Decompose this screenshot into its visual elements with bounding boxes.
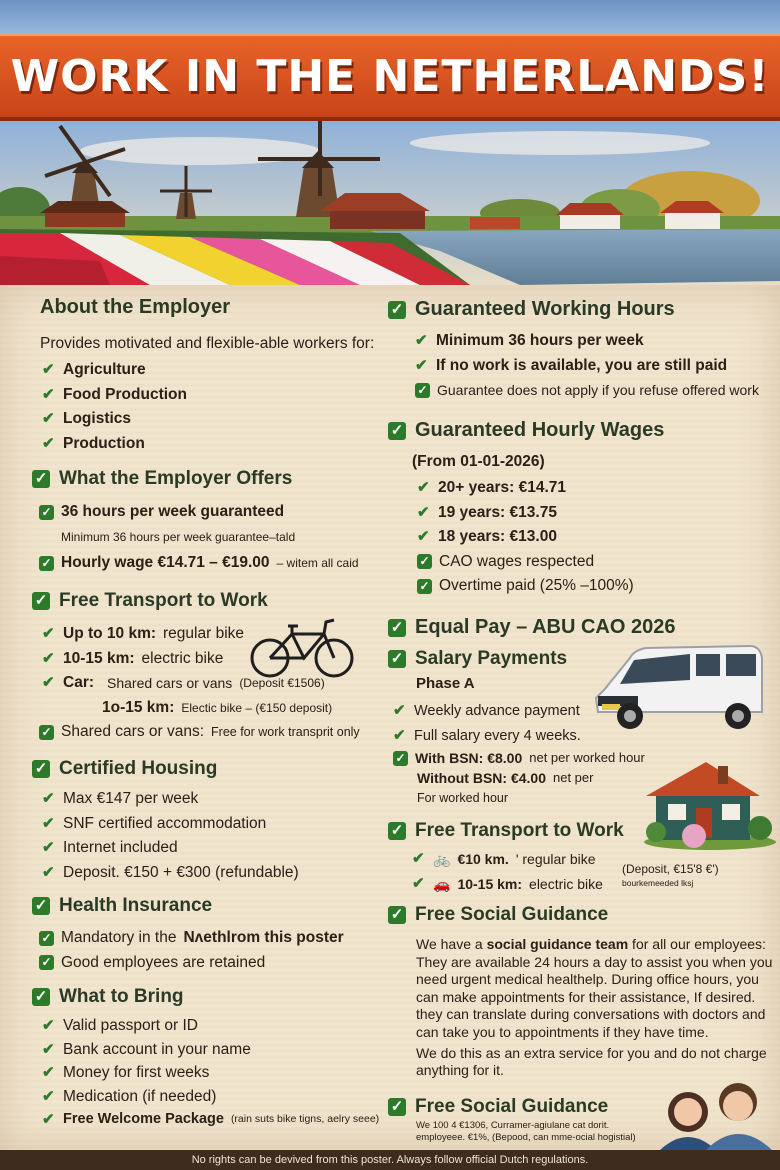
guidance2-line2: employeee. €1%, (Bepood, can mme-ocial hogistial) <box>416 1132 636 1143</box>
housing-heading: Certified Housing <box>59 758 218 779</box>
checkmark-icon: ✔ <box>417 503 430 521</box>
list-item <box>42 1038 379 1062</box>
transport-right-deposit: (Deposit, €15'8 €') <box>622 862 719 876</box>
guidance-text <box>416 936 776 1080</box>
wages-list <box>417 476 634 599</box>
list-item <box>393 788 645 808</box>
transport-right-line2-a: 10-15 km: <box>457 875 523 892</box>
checkmark-icon: ✔ <box>393 726 406 744</box>
checkbox-icon: ✓ <box>388 422 406 440</box>
checkmark-icon: ✔ <box>42 1040 55 1058</box>
guidance2-line1: We 100 4 €1306, Curramer-agiulane cat dorit. <box>416 1120 610 1131</box>
about-employer-heading: About the Employer <box>40 296 231 318</box>
checkbox-icon: ✓ <box>388 301 406 319</box>
about-employer-section <box>40 296 230 319</box>
checkmark-icon: ✔ <box>417 528 430 545</box>
hours-heading: Guaranteed Working Hours <box>415 298 675 320</box>
checkbox-icon: ✓ <box>388 619 406 637</box>
guidance-p1 <box>416 936 776 1006</box>
sector-label: Food Production <box>63 385 187 403</box>
sector-label: Production <box>63 434 145 452</box>
salary-phase-wrap <box>416 672 475 696</box>
housing-heading-row <box>32 758 217 780</box>
list-item <box>42 1108 379 1132</box>
checkbox-icon: ✓ <box>388 822 406 840</box>
small-bike-icon: 🚲 <box>433 851 451 867</box>
list-item <box>42 861 299 886</box>
checkbox-icon: ✓ <box>39 725 54 740</box>
list-item <box>42 1085 379 1109</box>
transport-right-line1-a: €10 km. <box>457 851 509 867</box>
list-item <box>42 696 360 721</box>
insurance-line2: Good employees are retained <box>61 953 266 971</box>
checkmark-icon: ✔ <box>42 1087 55 1105</box>
about-intro-wrap <box>40 332 374 356</box>
list-item <box>39 926 344 951</box>
car-value: Shared cars or vans <box>107 675 233 691</box>
guidance2-heading-row <box>388 1096 608 1118</box>
insurance-heading: Health Insurance <box>59 895 213 916</box>
checkmark-icon: ✔ <box>42 649 55 667</box>
wages-heading-row <box>388 419 664 442</box>
checkbox-icon: ✓ <box>388 1098 406 1116</box>
offers-section <box>32 468 292 490</box>
wages-section <box>388 419 664 442</box>
bring-item: Bank account in your name <box>63 1040 251 1058</box>
checkmark-icon: ✔ <box>42 1064 55 1081</box>
guidance-heading-row <box>388 904 608 926</box>
welcome-package-note: (rain suts bike tigns, aelry seee) <box>230 1113 380 1125</box>
checkmark-icon: ✔ <box>42 434 55 452</box>
guidance-p1-b: social guidance team <box>486 936 629 952</box>
house-icon <box>640 756 776 852</box>
list-item <box>39 525 359 550</box>
bring-item: Medication (if needed) <box>63 1087 217 1105</box>
checkbox-icon: ✓ <box>32 592 50 610</box>
wage-rate: 20+ years: €14.71 <box>438 479 566 496</box>
shared-value: Free for work transprit only <box>211 725 360 739</box>
bicycle-icon <box>248 614 358 680</box>
offers-heading-row <box>32 468 292 490</box>
housing-item: Internet included <box>63 839 178 856</box>
checkmark-icon: ✔ <box>42 410 55 427</box>
bsn-a-rest: net per worked hour <box>529 750 645 765</box>
offer-wage-note: – witem all caid <box>276 556 359 570</box>
checkmark-icon: ✔ <box>393 702 406 719</box>
housing-item: Deposit. €150 + €300 (refundable) <box>63 863 299 881</box>
list-item <box>415 354 759 379</box>
sector-label: Logistics <box>63 410 132 427</box>
hours-line1: Minimum 36 hours per week <box>436 332 644 349</box>
transport-right-line2-b: electric bike <box>529 875 603 892</box>
bsn-b-cont: For worked hour <box>417 791 509 805</box>
insurance-line1-a: Mandatory in the <box>61 929 177 946</box>
wage-overtime: Overtime paid (25% –100%) <box>439 577 634 594</box>
bike-label: Up to 10 km: <box>63 625 157 642</box>
list-item <box>42 1061 379 1085</box>
checkbox-icon: ✓ <box>32 897 50 915</box>
car-label: Car: <box>63 674 95 691</box>
wages-heading: Guaranteed Hourly Wages <box>415 419 665 441</box>
ebike-value: electric bike <box>141 649 224 667</box>
checkbox-icon: ✓ <box>32 470 50 488</box>
sector-label: Agriculture <box>63 361 146 378</box>
salary-line2: Full salary every 4 weeks. <box>414 727 581 744</box>
offers-heading: What the Employer Offers <box>59 468 293 489</box>
list-item <box>42 787 299 812</box>
equal-pay-heading: Equal Pay – ABU CAO 2026 <box>415 616 676 638</box>
hours-line3: Guarantee does not apply if you refuse offered work <box>437 382 759 398</box>
bring-section <box>32 986 184 1008</box>
bring-item: Valid passport or ID <box>63 1017 198 1034</box>
equal-pay-section <box>388 616 675 639</box>
sub-label: 1o-15 km: <box>102 698 175 716</box>
offers-list <box>39 500 359 576</box>
list-item <box>417 476 634 501</box>
insurance-list <box>39 926 344 975</box>
transport-right-deposit-wrap <box>622 862 719 889</box>
hours-line2: If no work is available, you are still paid <box>436 356 728 374</box>
van-icon <box>590 640 765 736</box>
list-item <box>42 836 299 861</box>
checkmark-icon: ✔ <box>42 790 55 807</box>
salary-section <box>388 648 567 670</box>
checkbox-icon: ✓ <box>417 579 432 594</box>
wage-rate: 19 years: €13.75 <box>438 503 557 521</box>
list-item <box>415 378 759 403</box>
list-item <box>42 383 187 408</box>
transport-right-list <box>412 847 603 896</box>
transport-left-heading-row <box>32 590 268 612</box>
list-item <box>417 550 634 575</box>
checkbox-icon: ✓ <box>415 383 430 398</box>
checkmark-icon: ✔ <box>415 332 428 349</box>
transport-left-section <box>32 590 268 612</box>
list-item <box>42 1014 379 1038</box>
checkbox-icon: ✓ <box>39 556 54 571</box>
checkmark-icon: ✔ <box>42 1017 55 1034</box>
footer-disclaimer: No rights can be devived from this poster. Always follow official Dutch regulations. <box>0 1150 780 1170</box>
housing-item: Max €147 per week <box>63 790 199 807</box>
wages-from-wrap <box>412 450 545 474</box>
checkmark-icon: ✔ <box>412 874 425 892</box>
guidance-heading: Free Social Guidance <box>415 904 609 925</box>
list-item <box>39 951 344 976</box>
checkbox-icon: ✓ <box>32 760 50 778</box>
salary-heading: Salary Payments <box>415 648 568 669</box>
checkmark-icon: ✔ <box>415 356 428 374</box>
ebike-label: 10-15 km: <box>63 649 135 667</box>
housing-list <box>42 787 299 885</box>
list-item <box>412 872 603 897</box>
about-intro: Provides motivated and flexible-able workers for: <box>40 335 375 352</box>
equal-pay-heading-row <box>388 616 675 639</box>
checkmark-icon: ✔ <box>42 1111 55 1128</box>
list-item <box>417 501 634 526</box>
sub-value: Electic bike – (€150 deposit) <box>181 700 333 715</box>
offer-hours: 36 hours per week guaranteed <box>61 503 285 520</box>
checkbox-icon: ✓ <box>388 650 406 668</box>
offer-hours-note: Minimum 36 hours per week guarantee–tald <box>61 529 296 544</box>
list-item <box>42 812 299 837</box>
bike-value: regular bike <box>163 625 245 642</box>
list-item <box>393 768 645 788</box>
salary-line1: Weekly advance payment <box>414 703 580 719</box>
insurance-heading-row <box>32 895 212 917</box>
hours-section <box>388 298 675 321</box>
checkmark-icon: ✔ <box>417 479 430 496</box>
checkmark-icon: ✔ <box>42 361 55 378</box>
transport-left-heading: Free Transport to Work <box>59 590 268 611</box>
list-item <box>42 358 187 383</box>
bring-heading: What to Bring <box>59 986 184 1007</box>
staff-avatars <box>654 1078 776 1150</box>
checkbox-icon: ✓ <box>393 751 408 766</box>
windmill-landscape <box>0 121 780 285</box>
transport-right-line1-b: ' regular bike <box>515 851 596 867</box>
housing-item: SNF certified accommodation <box>63 814 267 832</box>
guidance2-section <box>388 1096 608 1118</box>
checkbox-icon: ✓ <box>388 906 406 924</box>
checkbox-icon: ✓ <box>417 554 432 569</box>
list-item <box>42 432 187 457</box>
guidance-p2: they can translate during conversations with doctors and can take you to appointments if they have time. <box>416 1006 766 1040</box>
checkmark-icon: ✔ <box>42 814 55 832</box>
title-banner <box>0 33 780 121</box>
checkmark-icon: ✔ <box>412 850 425 867</box>
list-item <box>415 329 759 354</box>
bring-heading-row <box>32 986 184 1008</box>
guidance2-heading: Free Social Guidance <box>415 1096 609 1117</box>
list-item <box>417 574 634 599</box>
shared-label: Shared cars or vans: <box>61 723 205 740</box>
bring-item: Money for first weeks <box>63 1064 210 1081</box>
list-item <box>39 720 360 745</box>
checkmark-icon: ✔ <box>42 625 55 642</box>
hours-list <box>415 329 759 403</box>
salary-phase: Phase A <box>416 675 475 692</box>
checkbox-icon: ✓ <box>39 955 54 970</box>
bsn-b: Without BSN: €4.00 <box>417 770 546 786</box>
list-item <box>39 551 359 576</box>
housing-section <box>32 758 217 780</box>
sector-list <box>42 358 187 456</box>
transport-right-section <box>388 820 624 842</box>
small-car-icon: 🚗 <box>433 875 451 892</box>
guidance2-text <box>416 1120 636 1144</box>
wage-rate: 18 years: €13.00 <box>438 528 557 545</box>
guidance-p3: We do this as an extra service for you and do not charge anything for it. <box>416 1044 767 1079</box>
checkmark-icon: ✔ <box>42 839 55 856</box>
checkmark-icon: ✔ <box>42 674 55 691</box>
welcome-package: Free Welcome Package <box>63 1111 224 1127</box>
car-note: (Deposit €1506) <box>239 676 325 690</box>
guidance-p1-a: We have a <box>416 936 487 952</box>
wages-from: (From 01-01-2026) <box>412 453 545 470</box>
transport-right-heading-row <box>388 820 624 842</box>
list-item <box>417 525 634 550</box>
bring-list <box>42 1014 379 1132</box>
salary-heading-row <box>388 648 567 670</box>
guidance-p1-c: for all our employees: They are available 24 hours a day to assist you when you need urgent medical healthelp. During office hours, you can make appointments for their assistance, If desired. <box>416 936 773 1005</box>
transport-right-heading: Free Transport to Work <box>415 820 624 841</box>
guidance-section <box>388 904 608 926</box>
list-item <box>412 847 603 872</box>
checkbox-icon: ✓ <box>39 931 54 946</box>
wage-cao: CAO wages respected <box>439 552 595 570</box>
checkmark-icon: ✔ <box>42 863 55 881</box>
list-item <box>39 500 359 525</box>
page-title: WORK IN THE NETHERLANDS! <box>10 51 770 102</box>
checkbox-icon: ✓ <box>39 505 54 520</box>
offer-wage: Hourly wage €14.71 – €19.00 <box>61 554 270 571</box>
insurance-section <box>32 895 212 917</box>
insurance-line1-b: Nʌethlrom this poster <box>183 929 344 946</box>
list-item <box>42 407 187 432</box>
bsn-a: With BSN: €8.00 <box>415 750 523 766</box>
hours-heading-row <box>388 298 675 321</box>
transport-right-deposit-sub: bourkemeeded lksj <box>622 878 694 888</box>
checkmark-icon: ✔ <box>42 385 55 403</box>
checkbox-icon: ✓ <box>32 988 50 1006</box>
list-item <box>393 748 645 768</box>
bsn-b-rest: net per <box>553 770 594 785</box>
